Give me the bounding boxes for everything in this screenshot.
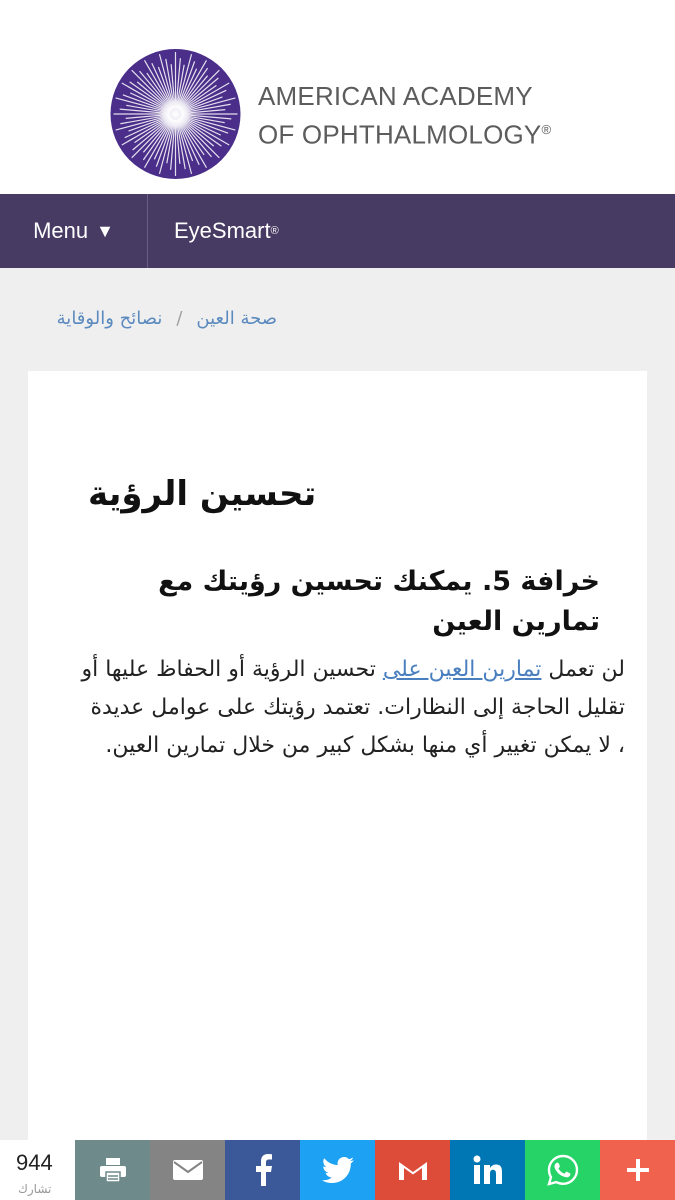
eye-exercises-link[interactable]: تمارين العين على [382,657,542,682]
linkedin-share-button[interactable] [450,1140,525,1200]
myth-heading: خرافة 5. يمكنك تحسين رؤيتك مع تمارين العين [158,566,600,637]
gmail-share-button[interactable] [375,1140,450,1200]
menu-label: Menu [33,218,89,243]
registered-mark: ® [541,122,552,137]
site-header [0,0,675,194]
page-title: تحسين الرؤية [88,474,317,514]
eyesmart-label: EyeSmart [174,218,271,243]
plus-icon [626,1158,650,1182]
print-icon [98,1156,128,1184]
breadcrumb-tips-prevention[interactable]: نصائح والوقاية [56,308,163,329]
body-text-end: تحسين الرؤية أو الحفاظ عليها أو تقليل الحاجة إلى النظارات. تعتمد رؤيتك على عوامل عديدة ، لا يمكن تغيير أي منها بشكل كبير من خلال تمارين العين. [81,657,625,758]
registered-mark: ® [270,225,279,237]
email-share-button[interactable] [150,1140,225,1200]
article-body [80,651,625,765]
logo-line-1: AMERICAN ACADEMY [258,81,533,111]
linkedin-icon [473,1155,503,1185]
more-share-button[interactable] [600,1140,675,1200]
envelope-icon [172,1158,204,1182]
logo-wordmark[interactable] [258,80,551,152]
share-bar [0,1140,675,1200]
share-count-number: 944 [16,1150,53,1175]
whatsapp-icon [547,1154,579,1186]
menu-button[interactable] [0,194,148,268]
breadcrumb [57,308,277,329]
logo-line-2 [258,113,551,152]
caret-down-icon: ▼ [96,220,114,241]
logo-line-2-text: OF OPHTHALMOLOGY [258,119,542,150]
whatsapp-share-button[interactable] [525,1140,600,1200]
body-text-start: لن تعمل [541,657,625,682]
gmail-icon [397,1158,429,1182]
facebook-share-button[interactable] [225,1140,300,1200]
breadcrumb-eye-health[interactable]: صحة العين [196,308,277,329]
share-count [0,1140,75,1200]
breadcrumb-separator: / [176,308,183,329]
facebook-icon [253,1154,273,1186]
twitter-share-button[interactable] [300,1140,375,1200]
share-count-label: تشارك [18,1182,52,1196]
twitter-icon [322,1157,354,1183]
main-nav [0,194,675,268]
print-button[interactable] [75,1140,150,1200]
eyesmart-link[interactable] [174,194,279,268]
aao-logo-icon[interactable] [109,48,242,180]
